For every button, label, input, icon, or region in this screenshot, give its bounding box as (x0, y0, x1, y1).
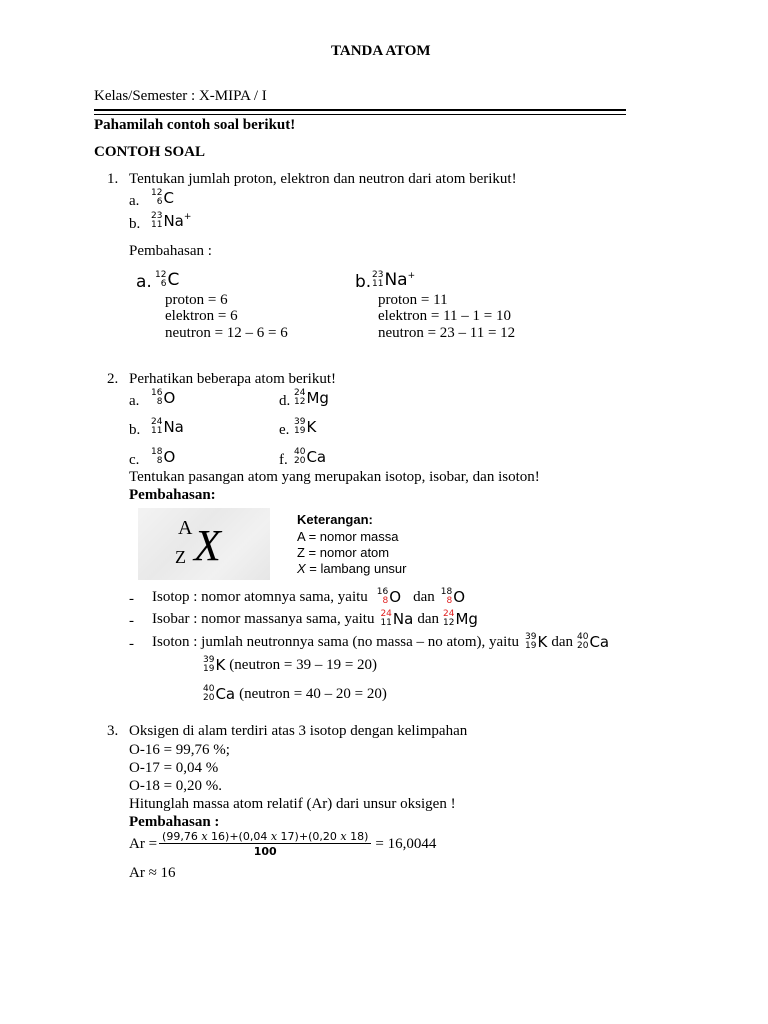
nuclide-k39: 39 19 K (294, 417, 317, 436)
q1-solution-b-label: b. (355, 272, 372, 292)
isoton-bullet: - (129, 636, 134, 652)
q1-a-elektron: elektron = 6 (165, 308, 238, 324)
page-title: TANDA ATOM (331, 43, 431, 59)
q1-b-neutron: neutron = 23 – 11 = 12 (378, 325, 516, 341)
keterangan-z: Z = nomor atom (297, 545, 390, 560)
q1-text: Tentukan jumlah proton, elektron dan neutron dari atom berikut! (129, 171, 517, 187)
class-semester: Kelas/Semester : X-MIPA / I (94, 88, 267, 104)
isobar-line: Isobar : nomor massanya sama, yaitu 24 11 Na dan 24 12 Mg (152, 609, 478, 628)
ca40-neutron-line: 40 20 Ca (neutron = 40 – 20 = 20) (203, 684, 387, 703)
ar-equation: Ar = $\frac{(99,76 x 16)+(0,04 x 17)+(0,20 x 18)}{100}$ = 16,0044 (129, 830, 437, 858)
nuclide-ca40: 40 20 Ca (294, 447, 327, 466)
q2-label-d: d. (279, 393, 291, 409)
q2-task: Tentukan pasangan atom yang merupakan isotop, isobar, dan isoton! (129, 469, 540, 485)
q2-pembahasan: Pembahasan: (129, 487, 216, 503)
q1-solution-a-label: a. (136, 272, 152, 292)
nuclide-o18-isotop: 18 8 O (440, 587, 465, 606)
isotop-bullet: - (129, 591, 134, 607)
q2-label-a: a. (129, 393, 140, 409)
nuclide-mg24: 24 12 Mg (294, 388, 329, 407)
instruction: Pahamilah contoh soal berikut! (94, 117, 296, 133)
ar-numerator: (99,76 x 16)+(0,04 x 17)+(0,20 x 18) (159, 831, 371, 844)
figure-element-symbol: X (194, 521, 221, 570)
q2-number: 2. (107, 371, 119, 387)
q1-pembahasan: Pembahasan : (129, 243, 212, 259)
q3-o18: O-18 = 0,20 %. (129, 778, 223, 794)
keterangan-x: X = lambang unsur (297, 561, 407, 576)
divider-top (94, 109, 626, 111)
nuclide-o18: 18 8 O (151, 447, 176, 466)
q3-o16: O-16 = 99,76 %; (129, 742, 230, 758)
isoton-line: Isoton : jumlah neutronnya sama (no massa – no atom), yaitu 39 19 K dan 40 20 Ca (152, 632, 610, 651)
k39-neutron-line: 39 19 K (neutron = 39 – 19 = 20) (203, 655, 378, 674)
q3-task: Hitunglah massa atom relatif (Ar) dari unsur oksigen ! (129, 796, 456, 812)
figure-atomic-symbol: Z (175, 547, 186, 567)
q2-label-b: b. (129, 422, 141, 438)
nuclide-mg24-isobar: 24 12 Mg (443, 609, 478, 628)
ar-approx: Ar ≈ 16 (129, 865, 176, 881)
section-heading: CONTOH SOAL (94, 144, 205, 160)
keterangan-title: Keterangan: (297, 512, 373, 527)
isobar-bullet: - (129, 613, 134, 629)
isotop-line: Isotop : nomor atomnya sama, yaitu 16 8 O dan 18 8 O (152, 587, 465, 606)
nuclide-o16-isotop: 16 8 O (376, 587, 402, 606)
nuclide-o16: 16 8 O (151, 388, 176, 407)
q2-label-f: f. (279, 452, 288, 468)
nuclide-k39-isoton: 39 19 K (525, 632, 548, 651)
figure-mass-symbol: A (178, 517, 193, 539)
q2-label-e: e. (279, 422, 290, 438)
q1-a-neutron: neutron = 12 – 6 = 6 (165, 325, 288, 341)
q3-text: Oksigen di alam terdiri atas 3 isotop dengan kelimpahan (129, 723, 468, 739)
ar-fraction (159, 831, 371, 857)
divider-bottom (94, 114, 626, 115)
q2-text: Perhatikan beberapa atom berikut! (129, 371, 336, 387)
q1-number: 1. (107, 171, 119, 187)
nuclide-na23: 23 11 Na + (151, 211, 192, 230)
q3-pembahasan: Pembahasan : (129, 814, 220, 830)
nuclide-na24-isobar: 24 11 Na (380, 609, 414, 628)
nuclide-k39-note: 39 19 K (203, 655, 226, 674)
ar-denominator: 100 (253, 845, 277, 858)
nuclide-c12-solution: 12 6 C (155, 269, 180, 290)
keterangan-a: A = nomor massa (297, 529, 399, 544)
q3-number: 3. (107, 723, 119, 739)
q1-b-proton: proton = 11 (378, 292, 448, 308)
q2-label-c: c. (129, 452, 140, 468)
nuclide-ca40-note: 40 20 Ca (203, 684, 236, 703)
nuclide-c12: 12 6 C (151, 188, 174, 207)
q1-option-b-label: b. (129, 216, 141, 232)
q1-b-elektron: elektron = 11 – 1 = 10 (378, 308, 512, 324)
nuclide-na24: 24 11 Na (151, 417, 184, 436)
nuclide-ca40-isoton: 40 20 Ca (576, 632, 610, 651)
q1-a-proton: proton = 6 (165, 292, 228, 308)
q1-option-a-label: a. (129, 193, 140, 209)
q3-o17: O-17 = 0,04 % (129, 760, 219, 776)
nuclide-na23-solution: 23 11 Na + (372, 269, 416, 290)
